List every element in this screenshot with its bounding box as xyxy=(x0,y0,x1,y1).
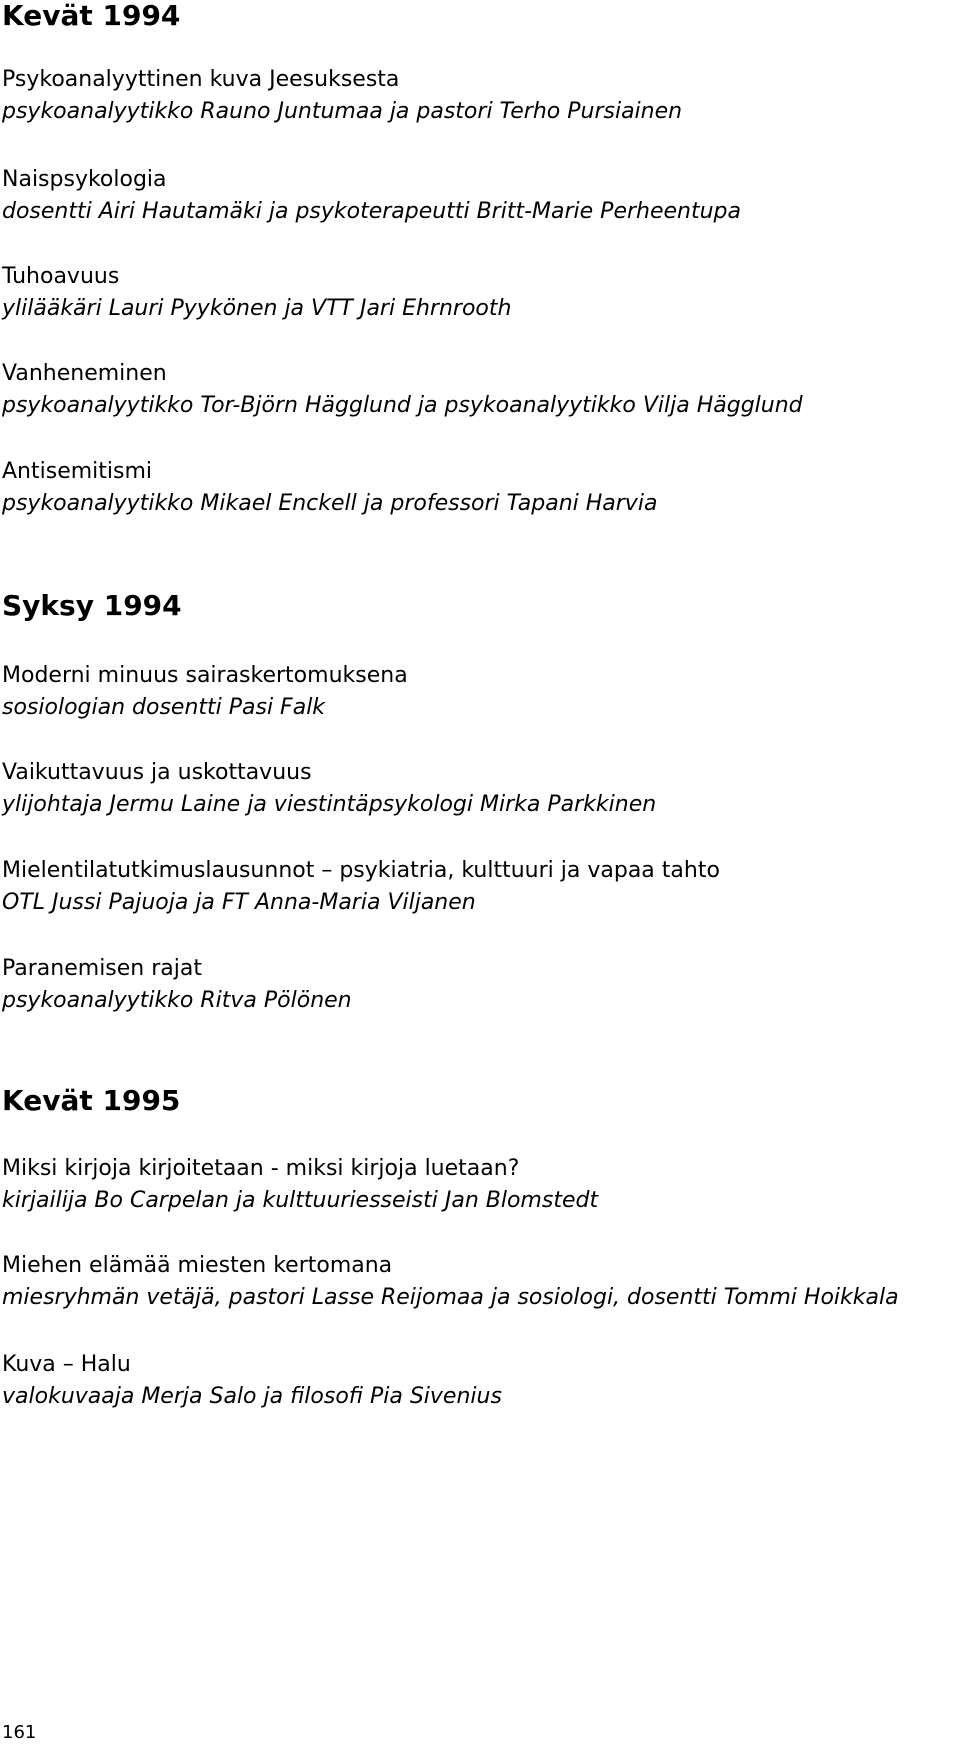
talk-entry xyxy=(2,1349,957,1413)
talk-entry xyxy=(2,261,957,325)
talk-speakers: OTL Jussi Pajuoja ja FT Anna-Maria Viljanen xyxy=(2,890,476,915)
talk-title: Tuhoavuus xyxy=(2,264,120,289)
talk-title: Mielentilatutkimuslausunnot – psykiatria, kulttuuri ja vapaa tahto xyxy=(2,858,720,883)
talk-title: Vanheneminen xyxy=(2,361,167,386)
talk-entry xyxy=(2,757,957,821)
talk-title: Naispsykologia xyxy=(2,167,167,192)
talk-title: Vaikuttavuus ja uskottavuus xyxy=(2,760,312,785)
talk-entry xyxy=(2,1153,957,1217)
page-number: 161 xyxy=(2,1722,37,1743)
section-heading: Syksy 1994 xyxy=(2,589,182,622)
talk-speakers: psykoanalyytikko Tor-Björn Hägglund ja psykoanalyytikko Vilja Hägglund xyxy=(2,393,803,418)
talk-entry xyxy=(2,164,957,228)
talk-speakers: psykoanalyytikko Rauno Juntumaa ja pastori Terho Pursiainen xyxy=(2,99,683,124)
talk-title: Paranemisen rajat xyxy=(2,956,202,981)
talk-title: Miksi kirjoja kirjoitetaan - miksi kirjoja luetaan? xyxy=(2,1156,520,1181)
talk-entry xyxy=(2,1250,957,1314)
talk-speakers: dosentti Airi Hautamäki ja psykoterapeutti Britt-Marie Perheentupa xyxy=(2,199,741,224)
talk-speakers: sosiologian dosentti Pasi Falk xyxy=(2,695,326,720)
talk-entry xyxy=(2,64,957,128)
talk-entry xyxy=(2,953,957,1017)
talk-entry xyxy=(2,855,957,919)
section-heading: Kevät 1995 xyxy=(2,1084,181,1117)
talk-speakers: kirjailija Bo Carpelan ja kulttuuriesseisti Jan Blomstedt xyxy=(2,1188,599,1213)
talk-speakers: psykoanalyytikko Mikael Enckell ja professori Tapani Harvia xyxy=(2,491,658,516)
talk-title: Antisemitismi xyxy=(2,459,153,484)
talk-title: Psykoanalyyttinen kuva Jeesuksesta xyxy=(2,67,400,92)
talk-entry xyxy=(2,660,957,724)
talk-speakers: valokuvaaja Merja Salo ja filosofi Pia Sivenius xyxy=(2,1384,502,1409)
talk-title: Kuva – Halu xyxy=(2,1352,131,1377)
talk-title: Moderni minuus sairaskertomuksena xyxy=(2,663,408,688)
talk-speakers: ylilääkäri Lauri Pyykönen ja VTT Jari Ehrnrooth xyxy=(2,296,512,321)
section-heading: Kevät 1994 xyxy=(2,0,181,32)
talk-entry xyxy=(2,456,957,520)
talk-speakers: miesryhmän vetäjä, pastori Lasse Reijomaa ja sosiologi, dosentti Tommi Hoikkala xyxy=(2,1285,899,1310)
talk-speakers: ylijohtaja Jermu Laine ja viestintäpsykologi Mirka Parkkinen xyxy=(2,792,657,817)
talk-title: Miehen elämää miesten kertomana xyxy=(2,1253,393,1278)
talk-speakers: psykoanalyytikko Ritva Pölönen xyxy=(2,988,352,1013)
talk-entry xyxy=(2,358,957,422)
